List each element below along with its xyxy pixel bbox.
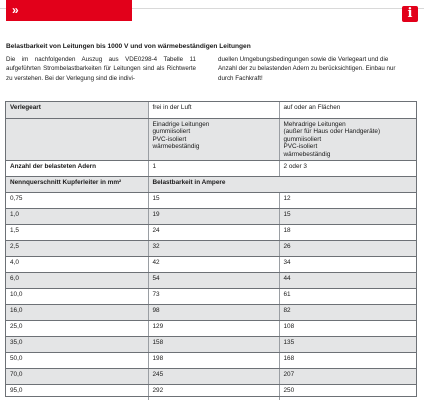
table-row	[6, 193, 416, 209]
table-row	[6, 369, 416, 385]
load-air-cell: 158	[148, 337, 279, 353]
cross-section-cell: 1,0	[6, 209, 148, 225]
load-surface-cell: 108	[279, 321, 416, 337]
description-line: gummiisoliert	[152, 128, 191, 136]
load-air-cell: 73	[148, 289, 279, 305]
intro-right: duellen Umgebungsbedingungen sowie die Verlegeart und die Anzahl der zu belastenden Adern zu berücksichtigen. Einbau nur durch Fachkraft!	[218, 56, 396, 82]
description-line: Mehradrige Leitungen	[283, 120, 346, 128]
load-air-cell: 24	[148, 225, 279, 241]
load-surface-cell: 168	[279, 353, 416, 369]
col-surface-header: auf oder an Flächen	[279, 102, 416, 118]
load-air-cell: 42	[148, 257, 279, 273]
table-row-adern	[6, 161, 416, 177]
load-surface-cell: 34	[279, 257, 416, 273]
cross-section-cell: 2,5	[6, 241, 148, 257]
load-air-cell: 32	[148, 241, 279, 257]
cross-section-cell: 16,0	[6, 305, 148, 321]
table-row	[6, 321, 416, 337]
load-surface-cell: 207	[279, 369, 416, 385]
description-spacer	[6, 118, 148, 161]
verlegeart-label: Verlegeart	[6, 102, 148, 118]
table-row	[6, 257, 416, 273]
description-line: gummiisoliert	[283, 135, 322, 143]
cross-section-cell: 4,0	[6, 257, 148, 273]
load-surface-cell: 18	[279, 225, 416, 241]
adern-air: 1	[148, 161, 279, 177]
table-row	[6, 353, 416, 369]
cross-section-cell: 0,75	[6, 193, 148, 209]
load-air-cell: 129	[148, 321, 279, 337]
table-row	[6, 305, 416, 321]
table-row-verlegeart	[6, 102, 416, 118]
info-glyph: i	[407, 6, 413, 21]
load-air-cell: 54	[148, 273, 279, 289]
info-icon	[402, 6, 418, 22]
adern-label: Anzahl der belasteten Adern	[6, 161, 148, 177]
table-row-description	[6, 118, 416, 161]
table-row	[6, 273, 416, 289]
cross-section-label: Nennquerschnitt Kupferleiter in mm²	[6, 177, 148, 193]
load-surface-cell: 15	[279, 209, 416, 225]
description-line: Einadrige Leitungen	[152, 120, 210, 128]
description-line: wärmebeständig	[283, 150, 331, 158]
cross-section-cell: 10,0	[6, 289, 148, 305]
load-surface-cell: 61	[279, 289, 416, 305]
description-line: (außer für Haus oder Handgeräte)	[283, 128, 381, 136]
load-surface-cell: 82	[279, 305, 416, 321]
table-row-subheader	[6, 177, 416, 193]
desc-surface	[279, 118, 416, 161]
description-line: PVC-isoliert	[283, 143, 318, 151]
cross-section-cell: 6,0	[6, 273, 148, 289]
load-air-cell: 245	[148, 369, 279, 385]
cross-section-cell: 1,5	[6, 225, 148, 241]
table-row	[6, 337, 416, 353]
load-surface-cell: 250	[279, 385, 416, 400]
section-tag: » ELEKTROLEITUNGEN	[6, 0, 132, 21]
cross-section-cell: 95,0	[6, 385, 148, 400]
cross-section-cell: 50,0	[6, 353, 148, 369]
cross-section-cell: 25,0	[6, 321, 148, 337]
load-surface-cell: 44	[279, 273, 416, 289]
cross-section-cell: 35,0	[6, 337, 148, 353]
load-surface-cell: 135	[279, 337, 416, 353]
load-air-cell: 19	[148, 209, 279, 225]
load-surface-cell: 12	[279, 193, 416, 209]
table-row	[6, 225, 416, 241]
adern-surface: 2 oder 3	[279, 161, 416, 177]
load-air-cell: 198	[148, 353, 279, 369]
description-line: PVC-isoliert	[152, 135, 187, 143]
table-row	[6, 241, 416, 257]
desc-air	[148, 118, 279, 161]
article-title: Belastbarkeit von Leitungen bis 1000 V und von wärmebeständigen Leitungen	[6, 43, 251, 50]
table-row	[6, 385, 416, 400]
cross-section-cell: 70,0	[6, 369, 148, 385]
load-air-cell: 15	[148, 193, 279, 209]
load-air-cell: 292	[148, 385, 279, 400]
load-surface-cell: 26	[279, 241, 416, 257]
table-row	[6, 209, 416, 225]
col-air-header: frei in der Luft	[148, 102, 279, 118]
description-line: wärmebeständig	[152, 143, 200, 151]
load-table	[6, 102, 416, 400]
table-row	[6, 289, 416, 305]
load-air-cell: 98	[148, 305, 279, 321]
intro-left: Die im nachfolgenden Auszug aus VDE0298-4 Tabelle 11 aufgeführten Strombelastbarkeiten für Leitungen sind als Richtwerte zu verstehen. Bei der Verlegung sind die indivi-	[6, 56, 196, 82]
load-label: Belastbarkeit in Ampere	[148, 177, 416, 193]
